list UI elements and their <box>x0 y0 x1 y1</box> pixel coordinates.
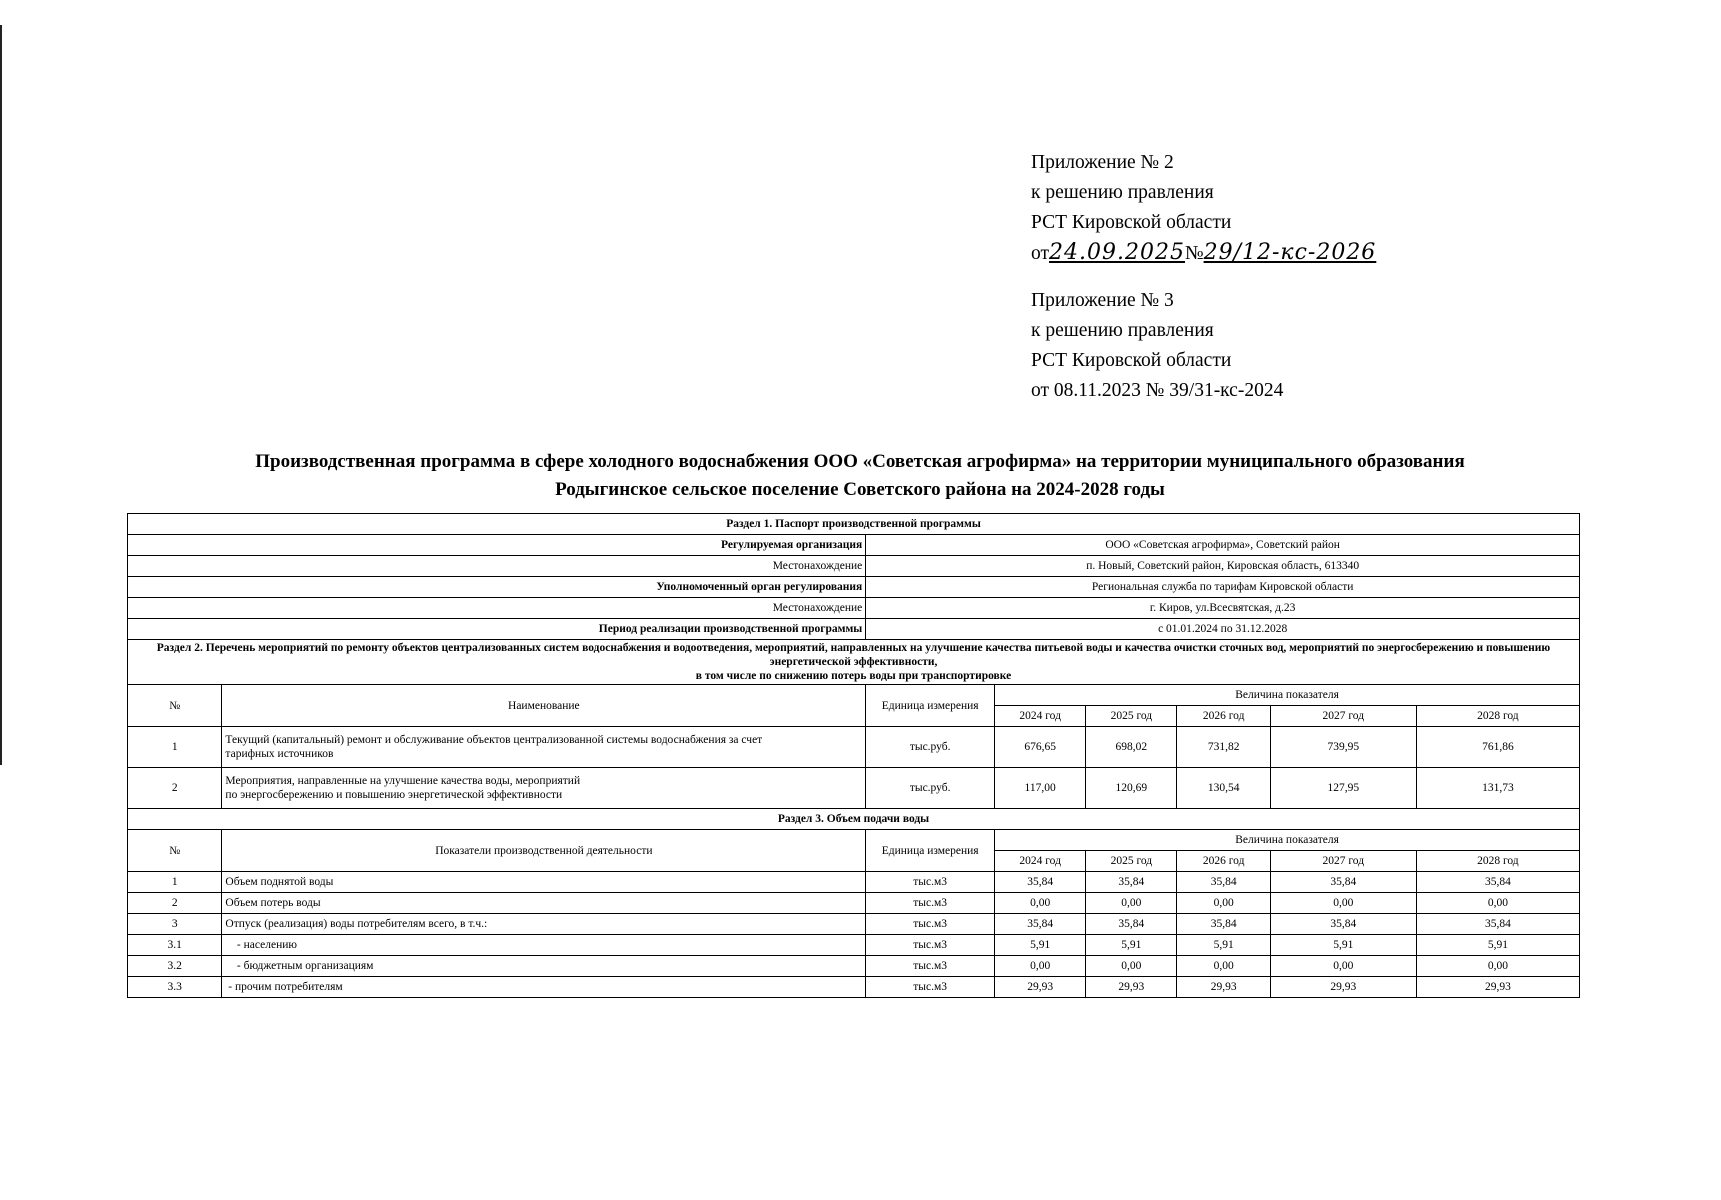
annex-3-line4: от 08.11.2023 № 39/31-кс-2024 <box>1031 380 1284 401</box>
row-value: 29,93 <box>1177 977 1270 998</box>
row-name-line2: тарифных источников <box>225 748 334 760</box>
row-value: 35,84 <box>1416 872 1579 893</box>
row-value: 35,84 <box>1086 872 1177 893</box>
row-name-line1: Текущий (капитальный) ремонт и обслуживание объектов централизованной системы водоснабжения за счет <box>225 734 763 746</box>
passport-row <box>128 619 1580 640</box>
annex-2-line1: Приложение № 2 <box>1031 152 1174 173</box>
handwritten-date: 24.09.2025 <box>1049 240 1185 265</box>
section3-col-header-row <box>128 830 1580 851</box>
row-name <box>222 768 866 809</box>
section2-heading-line2: в том числе по снижению потерь воды при транспортировке <box>695 670 1012 682</box>
row-value: 35,84 <box>1177 914 1270 935</box>
row-value: 5,91 <box>1177 935 1270 956</box>
section3-heading: Раздел 3. Объем подачи воды <box>128 809 1580 830</box>
row-value: 5,91 <box>1416 935 1579 956</box>
row-unit: тыс.м3 <box>866 893 995 914</box>
row-num: 2 <box>128 893 222 914</box>
annex-2-date-line <box>1031 238 1376 269</box>
row-value: 5,91 <box>1270 935 1416 956</box>
date-prefix: от <box>1031 243 1050 264</box>
row-value: 35,84 <box>1177 872 1270 893</box>
section2-row <box>128 768 1580 809</box>
row-value: 35,84 <box>1270 914 1416 935</box>
year-header: 2025 год <box>1086 851 1177 872</box>
row-value: 0,00 <box>995 893 1086 914</box>
row-value: 117,00 <box>995 768 1086 809</box>
row-unit: тыс.м3 <box>866 914 995 935</box>
passport-label: Уполномоченный орган регулирования <box>128 577 866 598</box>
passport-value: г. Киров, ул.Всесвятская, д.23 <box>866 598 1580 619</box>
row-num: 2 <box>128 768 222 809</box>
year-header: 2028 год <box>1416 851 1579 872</box>
col-name-header: Наименование <box>222 685 866 727</box>
col-unit-header: Единица измерения <box>866 685 995 727</box>
row-value: 731,82 <box>1177 727 1270 768</box>
row-value: 0,00 <box>1416 893 1579 914</box>
row-unit: тыс.м3 <box>866 872 995 893</box>
row-num: 3.3 <box>128 977 222 998</box>
year-header: 2024 год <box>995 851 1086 872</box>
row-unit: тыс.м3 <box>866 956 995 977</box>
row-value: 130,54 <box>1177 768 1270 809</box>
section3-row <box>128 935 1580 956</box>
number-prefix: № <box>1184 243 1204 264</box>
col-num-header: № <box>128 685 222 727</box>
row-value: 120,69 <box>1086 768 1177 809</box>
passport-label: Местонахождение <box>128 598 866 619</box>
section2-header-row <box>128 640 1580 685</box>
row-value: 0,00 <box>995 956 1086 977</box>
col-value-header: Величина показателя <box>995 685 1580 706</box>
row-value: 35,84 <box>1086 914 1177 935</box>
row-name: - бюджетным организациям <box>222 956 866 977</box>
section3-row <box>128 956 1580 977</box>
document-title <box>110 448 1610 504</box>
section2-heading <box>128 640 1580 685</box>
row-value: 0,00 <box>1177 893 1270 914</box>
section2-col-header-row <box>128 685 1580 706</box>
annex-2-line3: РСТ Кировской области <box>1031 212 1232 233</box>
row-value: 0,00 <box>1270 956 1416 977</box>
row-value: 29,93 <box>995 977 1086 998</box>
col-unit-header: Единица измерения <box>866 830 995 872</box>
passport-label: Период реализации производственной программы <box>128 619 866 640</box>
section3-row <box>128 977 1580 998</box>
passport-row <box>128 598 1580 619</box>
program-table <box>127 513 1580 998</box>
col-num-header: № <box>128 830 222 872</box>
passport-value: с 01.01.2024 по 31.12.2028 <box>866 619 1580 640</box>
row-num: 3.2 <box>128 956 222 977</box>
row-num: 3.1 <box>128 935 222 956</box>
passport-row <box>128 577 1580 598</box>
row-value: 698,02 <box>1086 727 1177 768</box>
annex-2-line2: к решению правления <box>1031 182 1214 203</box>
section2-heading-line1: Раздел 2. Перечень мероприятий по ремонту объектов централизованных систем водоснабжения и водоотведения, мероприятий, направленных на улучшение качества питьевой воды и качества очистки сточных вод, мероприятий по энергосбережению и повышению энергетической эффективности, <box>156 642 1551 668</box>
row-value: 0,00 <box>1086 893 1177 914</box>
row-num: 1 <box>128 727 222 768</box>
passport-row <box>128 535 1580 556</box>
title-line2: Родыгинское сельское поселение Советского района на 2024-2028 годы <box>555 479 1165 500</box>
passport-label: Регулируемая организация <box>128 535 866 556</box>
row-value: 676,65 <box>995 727 1086 768</box>
row-num: 3 <box>128 914 222 935</box>
annex-3-line1: Приложение № 3 <box>1031 290 1174 311</box>
row-unit: тыс.руб. <box>866 768 995 809</box>
row-value: 5,91 <box>995 935 1086 956</box>
row-unit: тыс.руб. <box>866 727 995 768</box>
year-header: 2025 год <box>1086 706 1177 727</box>
passport-value: ООО «Советская агрофирма», Советский район <box>866 535 1580 556</box>
row-unit: тыс.м3 <box>866 935 995 956</box>
annex-3-line2: к решению правления <box>1031 320 1214 341</box>
col-name-header: Показатели производственной деятельности <box>222 830 866 872</box>
row-value: 35,84 <box>995 872 1086 893</box>
handwritten-number: 29/12-кс-2026 <box>1203 240 1377 265</box>
section3-header-row <box>128 809 1580 830</box>
year-header: 2024 год <box>995 706 1086 727</box>
col-value-header: Величина показателя <box>995 830 1580 851</box>
section2-row <box>128 727 1580 768</box>
year-header: 2027 год <box>1270 851 1416 872</box>
title-line1: Производственная программа в сфере холодного водоснабжения ООО «Советская агрофирма» на территории муниципального образования <box>255 451 1465 472</box>
section1-heading: Раздел 1. Паспорт производственной программы <box>128 514 1580 535</box>
row-name-line2: по энергосбережению и повышению энергетической эффективности <box>225 789 563 801</box>
row-num: 1 <box>128 872 222 893</box>
section3-row <box>128 872 1580 893</box>
row-value: 0,00 <box>1416 956 1579 977</box>
row-name <box>222 727 866 768</box>
passport-value: Региональная служба по тарифам Кировской области <box>866 577 1580 598</box>
row-value: 29,93 <box>1416 977 1579 998</box>
year-header: 2026 год <box>1177 851 1270 872</box>
row-value: 131,73 <box>1416 768 1579 809</box>
scan-edge-line <box>0 25 2 765</box>
row-value: 761,86 <box>1416 727 1579 768</box>
row-name: - прочим потребителям <box>222 977 866 998</box>
passport-value: п. Новый, Советский район, Кировская область, 613340 <box>866 556 1580 577</box>
row-name: - населению <box>222 935 866 956</box>
row-name-line1: Мероприятия, направленные на улучшение качества воды, мероприятий <box>225 775 581 787</box>
row-value: 5,91 <box>1086 935 1177 956</box>
passport-label: Местонахождение <box>128 556 866 577</box>
row-name: Объем поднятой воды <box>222 872 866 893</box>
row-value: 35,84 <box>1270 872 1416 893</box>
row-value: 0,00 <box>1086 956 1177 977</box>
section3-row <box>128 893 1580 914</box>
row-name: Объем потерь воды <box>222 893 866 914</box>
section3-row <box>128 914 1580 935</box>
year-header: 2027 год <box>1270 706 1416 727</box>
annex-2-block <box>1031 148 1376 269</box>
row-value: 29,93 <box>1270 977 1416 998</box>
year-header: 2028 год <box>1416 706 1579 727</box>
row-value: 0,00 <box>1270 893 1416 914</box>
row-value: 127,95 <box>1270 768 1416 809</box>
row-value: 739,95 <box>1270 727 1416 768</box>
row-value: 0,00 <box>1177 956 1270 977</box>
annex-3-line3: РСТ Кировской области <box>1031 350 1232 371</box>
row-unit: тыс.м3 <box>866 977 995 998</box>
row-value: 35,84 <box>1416 914 1579 935</box>
row-value: 35,84 <box>995 914 1086 935</box>
year-header: 2026 год <box>1177 706 1270 727</box>
section1-header-row <box>128 514 1580 535</box>
annex-3-block <box>1031 286 1283 406</box>
row-name: Отпуск (реализация) воды потребителям всего, в т.ч.: <box>222 914 866 935</box>
row-value: 29,93 <box>1086 977 1177 998</box>
passport-row <box>128 556 1580 577</box>
